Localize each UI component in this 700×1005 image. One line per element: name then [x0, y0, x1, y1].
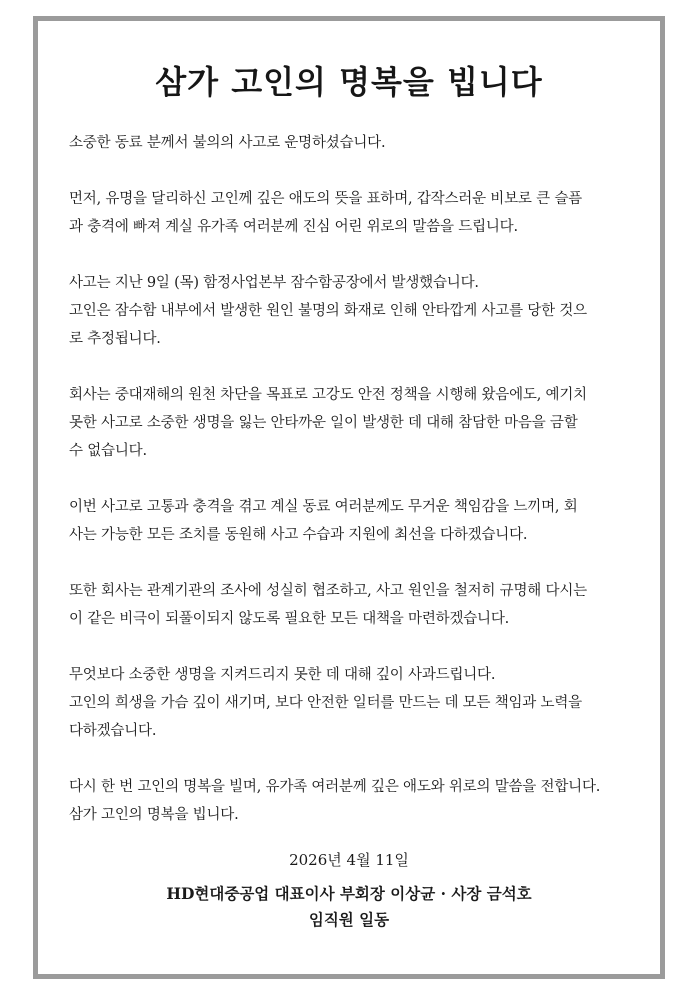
signature-staff-line: 임직원 일동 [308, 910, 390, 929]
body-line: 사는 가능한 모든 조치를 동원해 사고 수습과 지원에 최선을 다하겠습니다. [69, 527, 528, 543]
body-line: 고인의 희생을 가슴 깊이 새기며, 보다 안전한 일터를 만드는 데 모든 책임과 노력을 [69, 695, 582, 711]
body-line: 못한 사고로 소중한 생명을 잃는 안타까운 일이 발생한 데 대해 참담한 마음을 금할 [69, 415, 578, 431]
body-line: 회사는 중대재해의 원천 차단을 목표로 고강도 안전 정책을 시행해 왔음에도, 예기치 [69, 387, 587, 403]
paragraph-1 [69, 129, 637, 157]
body-line: 삼가 고인의 명복을 빕니다. [69, 807, 239, 823]
body-line: 과 충격에 빠져 계실 유가족 여러분께 진심 어린 위로의 말씀을 드립니다. [69, 219, 518, 235]
paragraph-8 [69, 773, 637, 829]
body-line: 고인은 잠수함 내부에서 발생한 원인 불명의 화재로 인해 안타깝게 사고를 당한 것으 [69, 303, 587, 319]
notice-date: 2026년 4월 11일 [289, 851, 409, 869]
paragraph-4 [69, 381, 637, 465]
body-line: 이 같은 비극이 되풀이되지 않도록 필요한 모든 대책을 마련하겠습니다. [69, 611, 510, 627]
paragraph-2 [69, 185, 637, 241]
notice-frame [33, 16, 665, 979]
body-line: 다하겠습니다. [69, 723, 157, 739]
body-line: 소중한 동료 분께서 불의의 사고로 운명하셨습니다. [69, 135, 386, 151]
body-line: 다시 한 번 고인의 명복을 빌며, 유가족 여러분께 깊은 애도와 위로의 말씀을 전합니다. [69, 779, 601, 795]
signature-block [38, 881, 660, 933]
body-line: 수 없습니다. [69, 443, 147, 459]
body-line: 또한 회사는 관계기관의 조사에 성실히 협조하고, 사고 원인을 철저히 규명해 다시는 [69, 583, 587, 599]
body-line: 먼저, 유명을 달리하신 고인께 깊은 애도의 뜻을 표하며, 갑작스러운 비보로 큰 슬픔 [69, 191, 582, 207]
notice-title: 삼가 고인의 명복을 빕니다 [155, 63, 543, 101]
body-line: 로 추정됩니다. [69, 331, 161, 347]
body-line: 무엇보다 소중한 생명을 지켜드리지 못한 데 대해 깊이 사과드립니다. [69, 667, 496, 683]
body-line: 사고는 지난 9일 (목) 함정사업본부 잠수함공장에서 발생했습니다. [69, 275, 479, 291]
paragraph-3 [69, 269, 637, 353]
signature-company-line: HD현대중공업 대표이사 부회장 이상균 · 사장 금석호 [166, 884, 532, 903]
paragraph-5 [69, 493, 637, 549]
paragraph-7 [69, 661, 637, 745]
body-line: 이번 사고로 고통과 충격을 겪고 계실 동료 여러분께도 무거운 책임감을 느끼며, 회 [69, 499, 578, 515]
paragraph-6 [69, 577, 637, 633]
notice-body [69, 129, 637, 857]
